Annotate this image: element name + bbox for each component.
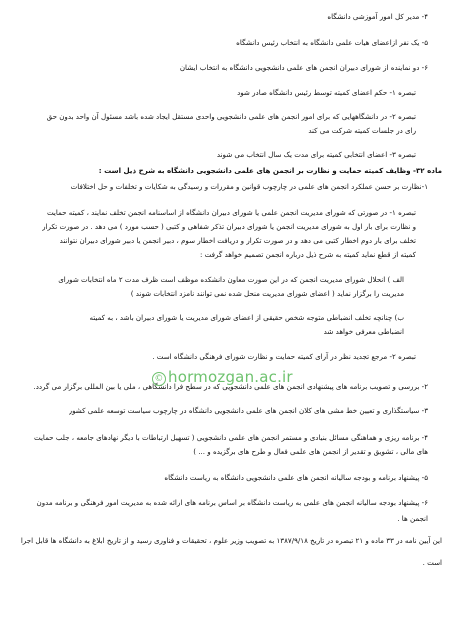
text-line: تبصره ۲- در دانشگاههایی که برای امور انجمن های علمی دانشجویی واحدی مستقل ایجاد شده باشد مسئول آن واحد بدون حق xyxy=(46,112,416,121)
text-line: ۴- مدیر کل امور آموزشی دانشگاه xyxy=(327,12,428,21)
text-line: ب) چنانچه تخلف انضباطی متوجه شخص حقیقی از اعضای شورای مدیریت یا شورای دبیران باشد ، به کمیته xyxy=(89,313,404,322)
copyright-icon: © xyxy=(152,372,166,386)
watermark-text: hormozgan.ac.ir xyxy=(168,368,293,386)
text-line: تخلف برای بار دوم اخطار کتبی می دهد و در صورت تکرار و دریافت اخطار سوم ، دبیر انجمن یا دبیر شورای دبیران نتوانند xyxy=(59,236,416,245)
watermark xyxy=(152,368,312,388)
text-line: تبصره ۲- مرجع تجدید نظر در آرای کمیته حمایت و نظارت شورای فرهنگی دانشگاه است . xyxy=(152,352,416,361)
text-line: ۲- بررسی و تصویب برنامه های پیشنهادی انجمن های علمی دانشجویی که در سطح فرا دانشگاهی ، ملی یا بین المللی برگزار می گردد. xyxy=(33,382,428,391)
section-heading: ماده ۳۲- وظایف کمیته حمایت و نظارت بر انجمن های علمی دانشجویی دانشگاه به شرح ذیل است : xyxy=(98,166,442,175)
text-line: ۳- سیاستگذاری و تعیین خط مشی های کلان انجمن های علمی دانشجویی دانشگاه در چارچوب سیاست توسعه علمی کشور xyxy=(68,406,428,415)
text-line: انضباطی معرفی خواهد شد xyxy=(323,327,404,336)
text-line: تبصره ۱- حکم اعضای کمیته توسط رئیس دانشگاه صادر شود xyxy=(237,88,416,97)
text-line: الف ) انحلال شورای مدیریت انجمن که در این صورت معاون دانشکده موظف است ظرف مدت ۲ ماه انتخابات شورای xyxy=(58,275,404,284)
text-line: ۶- دو نماینده از شورای دبیران انجمن های علمی دانشجویی دانشگاه به انتخاب ایشان xyxy=(179,63,428,72)
text-line: این آیین نامه در ۳۳ ماده و ۲۱ تبصره در تاریخ ۱۳۸۷/۹/۱۸ به تصویب وزیر علوم ، تحقیقات و فناوری رسید و از تاریخ ابلاغ به دانشگاه ها قابل اجرا xyxy=(20,536,442,545)
text-line: رای در جلسات کمیته شرکت می کند xyxy=(308,126,416,135)
text-line: کمیته از قطع نماید کمیته به شرح ذیل درباره انجمن تصمیم خواهد گرفت : xyxy=(200,250,416,259)
text-line: تبصره ۳- اعضای انتخابی کمیته برای مدت یک سال انتخاب می شوند xyxy=(216,150,416,159)
text-line: های مالی ، تشویق و تقدیر از انجمن های علمی فعال و طرح های برگزیده و ... ) xyxy=(193,447,428,456)
text-line: انجمن ها . xyxy=(397,514,428,523)
text-line: تبصره ۱- در صورتی که شورای مدیریت انجمن علمی یا شورای دبیران دانشگاه از اساسنامه انجمن تخلف نمایند ، کمیته حمایت xyxy=(46,208,416,217)
text-line: ۴- برنامه ریزی و هماهنگی مسائل بنیادی و مستمر انجمن های علمی دانشجویی ( تسهیل ارتباطات با دیگر نهادهای جامعه ، جلب حمایت xyxy=(33,433,428,442)
text-line: ۵- یک نفر ازاعضای هیات علمی دانشگاه به انتخاب رئیس دانشگاه xyxy=(236,38,428,47)
text-line: ۶- پیشنهاد بودجه سالیانه انجمن های علمی به ریاست دانشگاه بر اساس برنامه های ارائه شده به مدیریت امور فرهنگی و برنامه مدون xyxy=(36,498,428,507)
text-line: ۵- پیشنهاد برنامه و بودجه سالیانه انجمن های علمی دانشجویی دانشگاه به ریاست دانشگاه xyxy=(164,473,428,482)
text-line: است . xyxy=(422,558,442,567)
text-line: و نظارت برای بار اول به شورای مدیریت انجمن یا شورای دبیران تذکر شفاهی و کتبی ( حسب مورد ) می دهد . در صورت تکرار xyxy=(42,222,416,231)
text-line: ۱-نظارت بر حسن عملکرد انجمن های علمی در چارچوب قوانین و مقررات و رسیدگی به شکایات و تخلفات و حل اختلافات xyxy=(70,182,428,191)
text-line: مدیریت را برگزار نماید ( اعضای شورای مدیریت منحل شده نمی توانند نامزد انتخابات شوند ) xyxy=(130,289,404,298)
